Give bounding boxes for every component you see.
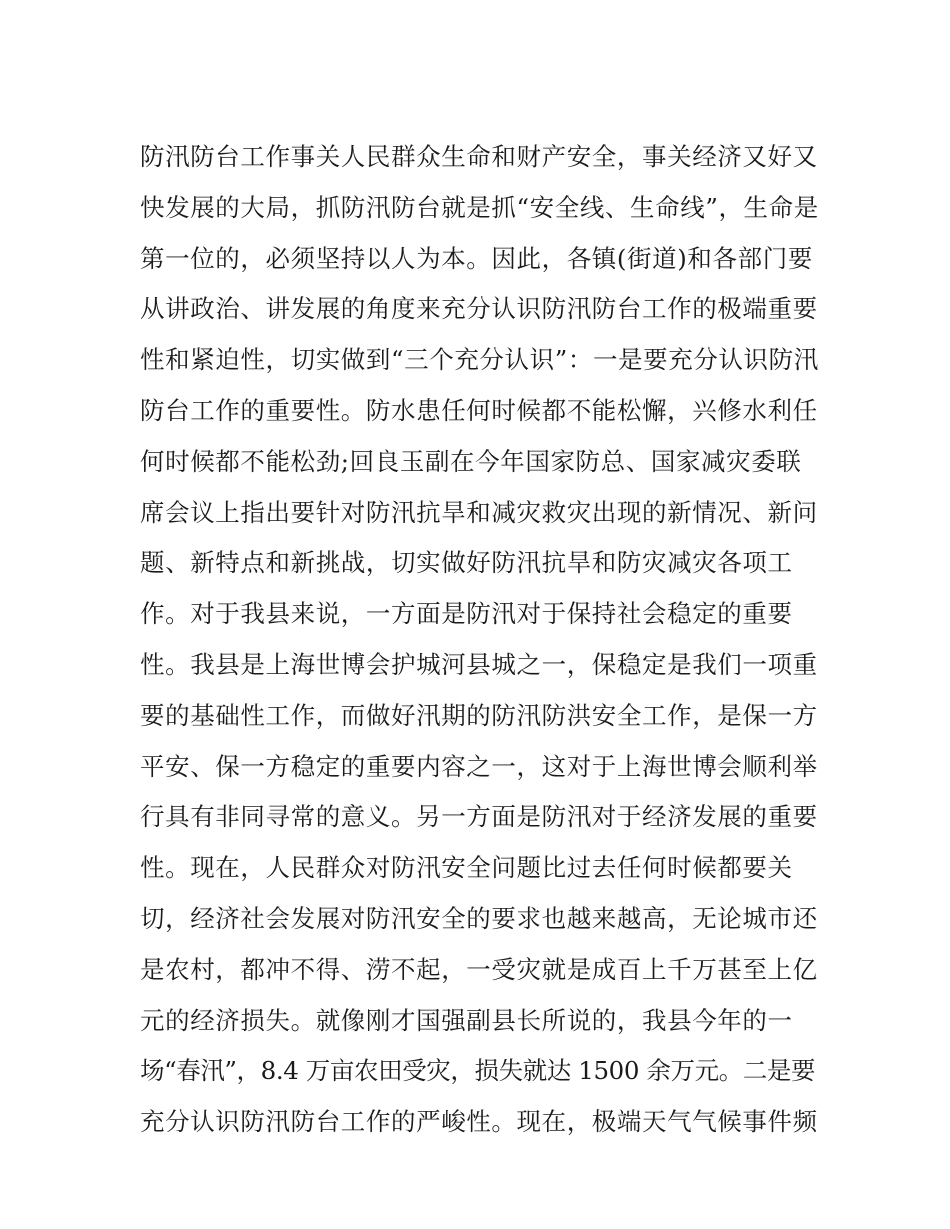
text-line: 场“春汛”，8.4 万亩农田受灾，损失就达 1500 余万元。二是要 bbox=[140, 1056, 816, 1086]
text-line: 作。对于我县来说，一方面是防汛对于保持社会稳定的重要 bbox=[140, 599, 793, 629]
text-line: 平安、保一方稳定的重要内容之一，这对于上海世博会顺利举 bbox=[140, 751, 818, 781]
text-line: 何时候都不能松劲;回良玉副在今年国家防总、国家减灾委联 bbox=[140, 446, 802, 476]
text-line: 性。我县是上海世博会护城河县城之一，保稳定是我们一项重 bbox=[140, 649, 818, 679]
text-line: 第一位的，必须坚持以人为本。因此，各镇(街道)和各部门要 bbox=[140, 243, 813, 273]
text-line: 行具有非同寻常的意义。另一方面是防汛对于经济发展的重要 bbox=[140, 802, 818, 832]
text-line: 从讲政治、讲发展的角度来充分认识防汛防台工作的极端重要 bbox=[140, 294, 818, 324]
text-line: 题、新特点和新挑战，切实做好防汛抗旱和防灾减灾各项工 bbox=[140, 548, 793, 578]
text-line: 性。现在，人民群众对防汛安全问题比过去任何时候都要关 bbox=[140, 853, 793, 883]
text-line: 元的经济损失。就像刚才国强副县长所说的，我县今年的一 bbox=[140, 1005, 793, 1035]
text-line: 是农村，都冲不得、涝不起，一受灾就是成百上千万甚至上亿 bbox=[140, 954, 818, 984]
text-line: 防台工作的重要性。防水患任何时候都不能松懈，兴修水利任 bbox=[140, 395, 818, 425]
text-line: 性和紧迫性，切实做到“三个充分认识”：一是要充分认识防汛 bbox=[140, 345, 819, 375]
text-line: 防汛防台工作事关人民群众生命和财产安全，事关经济又好又 bbox=[140, 142, 818, 171]
text-line: 切，经济社会发展对防汛安全的要求也越来越高，无论城市还 bbox=[140, 903, 818, 933]
text-line: 要的基础性工作，而做好汛期的防汛防洪安全工作，是保一方 bbox=[140, 700, 818, 730]
text-line: 充分认识防汛防台工作的严峻性。现在，极端天气气候事件频 bbox=[140, 1107, 818, 1137]
body-paragraph bbox=[140, 132, 820, 1148]
text-line: 席会议上指出要针对防汛抗旱和减灾救灾出现的新情况、新问 bbox=[140, 497, 818, 527]
text-line: 快发展的大局，抓防汛防台就是抓“安全线、生命线”，生命是 bbox=[140, 192, 819, 222]
